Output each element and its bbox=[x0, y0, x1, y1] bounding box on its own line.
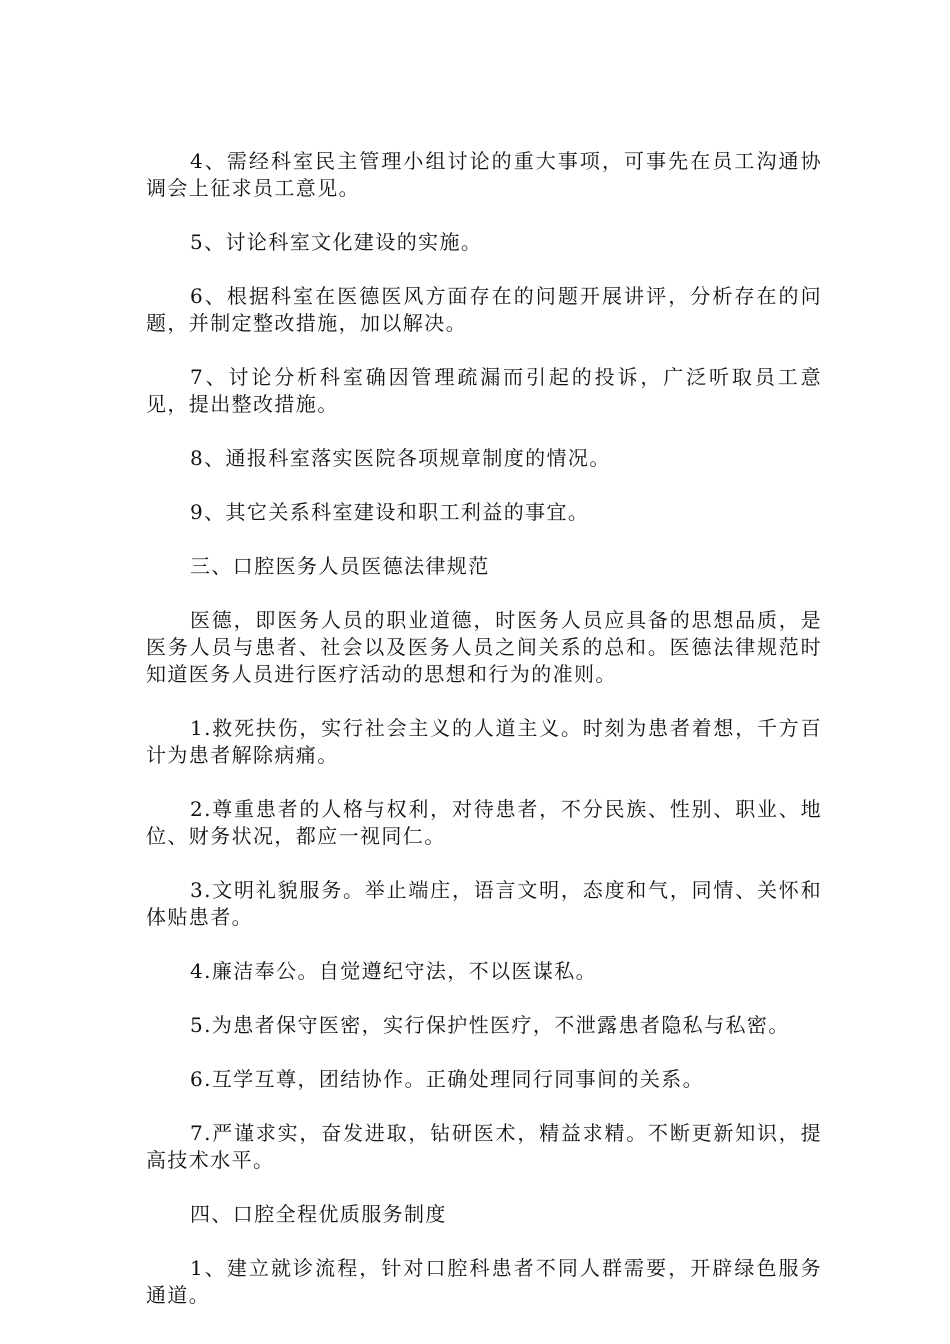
rule-item-2: 2.尊重患者的人格与权利，对待患者，不分民族、性别、职业、地位、财务状况，都应一视同仁。 bbox=[146, 797, 822, 848]
document-body bbox=[146, 148, 822, 1336]
paragraph-item-6: 6、根据科室在医德医风方面存在的问题开展讲评，分析存在的问题，并制定整改措施，加以解决。 bbox=[146, 284, 822, 335]
rule-item-6: 6.互学互尊，团结协作。正确处理同行同事间的关系。 bbox=[190, 1067, 705, 1091]
section-heading-4: 四、口腔全程优质服务制度 bbox=[190, 1202, 447, 1226]
paragraph-item-5: 5、讨论科室文化建设的实施。 bbox=[190, 230, 483, 254]
rule-item-3: 3.文明礼貌服务。举止端庄，语言文明，态度和气，同情、关怀和体贴患者。 bbox=[146, 878, 822, 929]
rule-item-1: 1.救死扶伤，实行社会主义的人道主义。时刻为患者着想，千方百计为患者解除病痛。 bbox=[146, 716, 822, 767]
rule-item-5: 5.为患者保守医密，实行保护性医疗，不泄露患者隐私与私密。 bbox=[190, 1013, 790, 1037]
paragraph-item-9: 9、其它关系科室建设和职工利益的事宜。 bbox=[190, 500, 590, 524]
service-item-1: 1、建立就诊流程，针对口腔科患者不同人群需要，开辟绿色服务通道。 bbox=[146, 1256, 822, 1307]
paragraph-item-4: 4、需经科室民主管理小组讨论的重大事项，可事先在员工沟通协调会上征求员工意见。 bbox=[146, 149, 822, 200]
rule-item-4: 4.廉洁奉公。自觉遵纪守法，不以医谋私。 bbox=[190, 959, 598, 983]
rule-item-7: 7.严谨求实，奋发进取，钻研医术，精益求精。不断更新知识，提高技术水平。 bbox=[146, 1121, 822, 1172]
paragraph-definition: 医德，即医务人员的职业道德，时医务人员应具备的思想品质，是医务人员与患者、社会以及医务人员之间关系的总和。医德法律规范时知道医务人员进行医疗活动的思想和行为的准则。 bbox=[146, 608, 822, 686]
paragraph-item-7: 7、讨论分析科室确因管理疏漏而引起的投诉，广泛听取员工意见，提出整改措施。 bbox=[146, 365, 822, 416]
paragraph-item-8: 8、通报科室落实医院各项规章制度的情况。 bbox=[190, 446, 611, 470]
section-heading-3: 三、口腔医务人员医德法律规范 bbox=[190, 554, 490, 578]
